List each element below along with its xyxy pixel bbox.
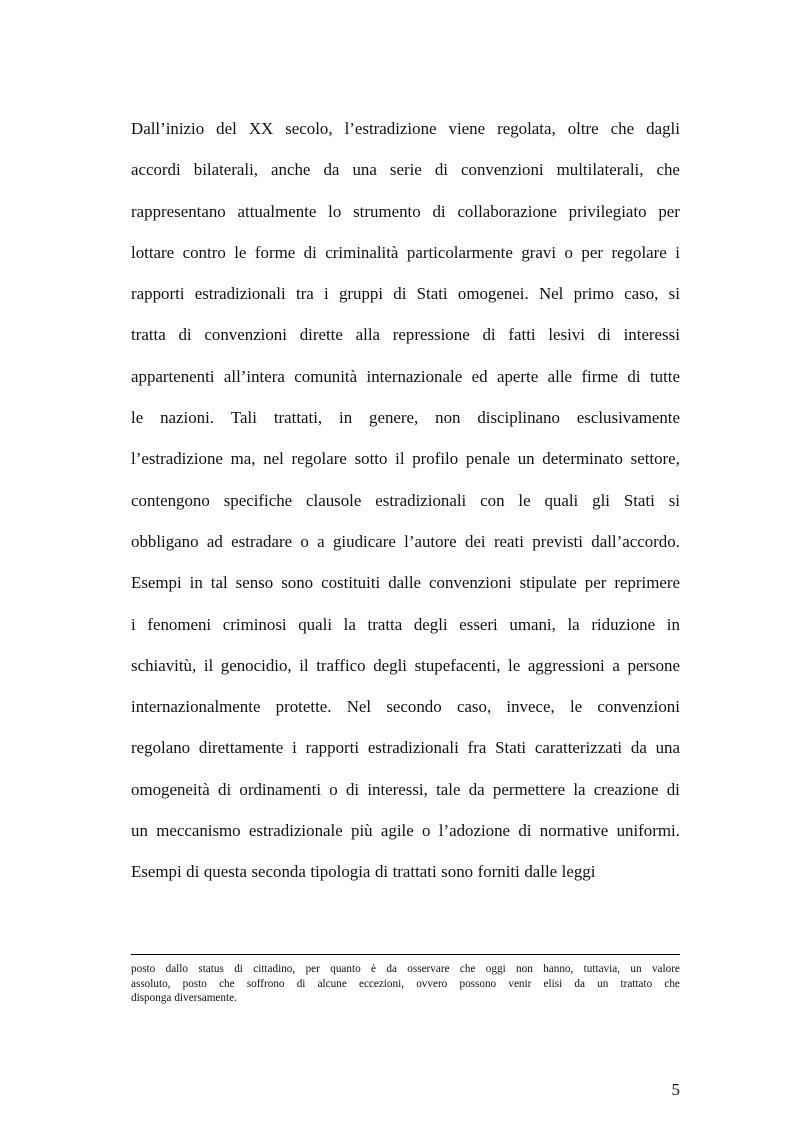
paragraph-word: criminalità <box>325 242 399 262</box>
paragraph-word: per <box>658 201 680 221</box>
paragraph-word: un <box>131 821 148 841</box>
paragraph-word: più <box>351 821 373 841</box>
paragraph-word: di <box>482 325 496 345</box>
paragraph-word: trattati, <box>273 408 323 428</box>
paragraph-word: di <box>597 325 611 345</box>
footnote-line <box>131 991 680 1006</box>
main-paragraph <box>131 108 680 893</box>
footnote-word: oggi <box>485 963 506 975</box>
footnote-word: alcune <box>317 977 347 990</box>
paragraph-word: serie <box>389 160 422 180</box>
paragraph-word: con <box>480 490 505 510</box>
paragraph-word: Dall’inizio <box>131 119 205 138</box>
paragraph-word: sono <box>281 573 314 593</box>
paragraph-word: viene <box>448 119 486 138</box>
paragraph-word: ordinamenti <box>239 779 322 799</box>
footnote-word: che <box>219 977 235 990</box>
paragraph-word: di <box>432 201 446 221</box>
paragraph-word: o <box>300 531 309 551</box>
paragraph-line <box>131 397 680 438</box>
paragraph-word: profilo <box>412 449 459 469</box>
paragraph-word: XX <box>248 119 274 138</box>
paragraph-word: la <box>567 614 580 634</box>
paragraph-line <box>131 356 680 397</box>
footnote <box>131 962 680 1006</box>
paragraph-word: repressione <box>392 325 470 345</box>
paragraph-word: Stati <box>495 738 527 758</box>
paragraph-word: reprimere <box>614 573 680 593</box>
paragraph-word: di <box>518 821 532 841</box>
paragraph-word: tratta <box>131 325 166 345</box>
paragraph-word: privilegiato <box>568 201 647 221</box>
paragraph-word: rapporti <box>131 284 185 304</box>
paragraph-word: tal <box>210 573 228 593</box>
paragraph-word: il <box>395 449 405 469</box>
paragraph-word: a <box>317 531 325 551</box>
paragraph-word: interessi, <box>367 779 428 799</box>
paragraph-word: l’autore <box>404 531 457 551</box>
footnote-word: che <box>459 963 476 975</box>
paragraph-word: tra <box>295 284 314 304</box>
paragraph-word: protette. <box>275 697 332 717</box>
paragraph-word: genocidio, <box>220 655 292 675</box>
page-number: 5 <box>671 1080 680 1099</box>
paragraph-word: in <box>189 573 203 593</box>
paragraph-line <box>131 480 680 521</box>
paragraph-word: giudicare <box>332 531 396 551</box>
paragraph-word: forme <box>254 242 296 262</box>
paragraph-word: appartenenti <box>131 366 215 386</box>
paragraph-word: non <box>435 408 461 428</box>
paragraph-line <box>131 149 680 190</box>
footnote-word: hanno, <box>543 963 574 975</box>
paragraph-word: specifiche <box>223 490 293 510</box>
paragraph-word: dalle <box>524 862 558 882</box>
paragraph-word: di <box>345 779 360 799</box>
paragraph-word: meccanismo <box>156 821 241 841</box>
paragraph-word: tratta <box>367 614 403 634</box>
paragraph-word: omogenei. <box>457 284 529 304</box>
paragraph-word: di <box>393 284 407 304</box>
paragraph-word: caratterizzati <box>534 738 623 758</box>
paragraph-word: o <box>564 242 573 262</box>
paragraph-word: la <box>573 779 586 799</box>
paragraph-word: da <box>630 738 647 758</box>
paragraph-line <box>131 521 680 562</box>
paragraph-line <box>131 851 680 892</box>
footnote-word: un <box>630 963 642 975</box>
footnote-word: eccezioni, <box>358 977 405 990</box>
paragraph-word: convenzioni <box>461 160 544 180</box>
footnote-word: è <box>371 963 376 975</box>
paragraph-word: umani, <box>509 614 556 634</box>
paragraph-word: i <box>324 284 329 304</box>
paragraph-line <box>131 769 680 810</box>
paragraph-word: Esempi <box>131 862 182 882</box>
paragraph-word: degli <box>373 655 407 675</box>
footnote-word: di <box>296 977 306 990</box>
paragraph-word: le <box>131 408 144 428</box>
paragraph-word: ad <box>206 531 223 551</box>
paragraph-word: di <box>434 160 448 180</box>
paragraph-word: contengono <box>131 490 210 510</box>
paragraph-word: i <box>131 614 136 634</box>
footnote-word: da <box>386 963 397 975</box>
paragraph-word: di <box>374 862 389 882</box>
paragraph-word: di <box>186 862 200 882</box>
paragraph-word: che <box>610 119 635 138</box>
paragraph-word: fatti <box>508 325 536 345</box>
footnote-word: possono <box>459 977 497 990</box>
paragraph-word: dagli <box>646 119 680 138</box>
paragraph-word: reati <box>493 531 524 551</box>
paragraph-word: quali <box>298 614 333 634</box>
paragraph-line <box>131 562 680 603</box>
paragraph-word: lesivi <box>548 325 585 345</box>
paragraph-word: convenzioni <box>429 573 512 593</box>
paragraph-word: lo <box>328 201 342 221</box>
paragraph-word: l’adozione <box>438 821 511 841</box>
paragraph-word: a <box>612 655 620 675</box>
paragraph-word: Nel <box>538 284 564 304</box>
paragraph-word: senso <box>235 573 274 593</box>
footnote-word: un <box>597 977 609 990</box>
paragraph-word: si <box>668 490 680 510</box>
paragraph-word: di <box>218 779 232 799</box>
paragraph-word: regolare <box>611 242 667 262</box>
footnote-word: che <box>664 977 680 990</box>
paragraph-word: primo <box>573 284 614 304</box>
paragraph-word: trattati <box>392 862 437 882</box>
paragraph-word: invece, <box>506 697 555 717</box>
paragraph-word: traffico <box>316 655 366 675</box>
paragraph-word: la <box>343 614 356 634</box>
paragraph-word: in <box>666 614 680 634</box>
paragraph-word: il <box>203 655 214 675</box>
paragraph-word: caso, <box>456 697 492 717</box>
footnote-separator <box>131 954 680 955</box>
paragraph-word: da <box>323 160 340 180</box>
paragraph-word: aggressioni <box>527 655 605 675</box>
paragraph-word: una <box>352 160 377 180</box>
paragraph-word: lottare <box>131 242 175 262</box>
paragraph-word: interessi <box>623 325 680 345</box>
paragraph-line <box>131 438 680 479</box>
paragraph-word: rapporti <box>305 738 360 758</box>
paragraph-word: stipulate <box>519 573 577 593</box>
paragraph-word: Stati <box>623 490 655 510</box>
paragraph-word: si <box>668 284 680 304</box>
footnote-word: non <box>516 963 533 975</box>
paragraph-word: le <box>508 655 521 675</box>
paragraph-word: Tali <box>230 408 257 428</box>
paragraph-word: estradizionali <box>194 284 286 304</box>
footnote-word: trattato <box>620 977 653 990</box>
paragraph-word: internazionale <box>366 366 463 386</box>
footnote-word: valore <box>651 963 680 975</box>
paragraph-word: strumento <box>353 201 421 221</box>
paragraph-word: estradare <box>231 531 293 551</box>
paragraph-word: rappresentano <box>131 201 226 221</box>
paragraph-word: determinato <box>542 449 623 469</box>
paragraph-word: tipologia <box>310 862 371 882</box>
footnote-word: quanto <box>330 963 361 975</box>
paragraph-word: o <box>329 779 338 799</box>
paragraph-word: riduzione <box>591 614 656 634</box>
paragraph-word: quali <box>544 490 579 510</box>
paragraph-word: l’estradizione <box>131 449 223 469</box>
paragraph-word: sono <box>441 862 474 882</box>
paragraph-word: i <box>292 738 297 758</box>
footnote-word: ovvero <box>416 977 448 990</box>
paragraph-word: da <box>468 779 485 799</box>
paragraph-word: di <box>666 779 680 799</box>
paragraph-line <box>131 232 680 273</box>
paragraph-word: sotto <box>354 449 388 469</box>
paragraph-line <box>131 273 680 314</box>
paragraph-word: esclusivamente <box>576 408 680 428</box>
paragraph-word: l’estradizione <box>344 119 437 138</box>
footnote-word: posto <box>131 963 156 975</box>
paragraph-word: del <box>216 119 237 138</box>
paragraph-word: accordi <box>131 160 181 180</box>
paragraph-word: persone <box>627 655 680 675</box>
footnote-word: cittadino, <box>253 963 296 975</box>
paragraph-word: alle <box>547 366 573 386</box>
paragraph-word: convenzioni <box>597 697 680 717</box>
paragraph-word: dei <box>464 531 486 551</box>
paragraph-word: contro <box>182 242 226 262</box>
paragraph-word: normative <box>539 821 609 841</box>
footnote-word: venir <box>508 977 532 990</box>
paragraph-word: i <box>675 242 680 262</box>
paragraph-line <box>131 314 680 355</box>
paragraph-word: disciplinano <box>477 408 560 428</box>
paragraph-line <box>131 727 680 768</box>
paragraph-word: previsti <box>532 531 583 551</box>
paragraph-word: di <box>627 366 641 386</box>
paragraph-word: le <box>569 697 583 717</box>
paragraph-word: alla <box>355 325 381 345</box>
paragraph-word: fra <box>467 738 487 758</box>
paragraph-word: o <box>422 821 431 841</box>
paragraph-word: aperte <box>496 366 539 386</box>
footnote-word: per <box>305 963 320 975</box>
paragraph-word: omogeneità <box>131 779 210 799</box>
paragraph-word: di <box>178 325 192 345</box>
paragraph-word: fenomeni <box>147 614 212 634</box>
paragraph-word: convenzioni <box>204 325 287 345</box>
paragraph-word: estradizionale <box>248 821 343 841</box>
paragraph-word: ma, <box>230 449 256 469</box>
paragraph-word: nazioni. <box>160 408 215 428</box>
paragraph-word: particolarmente <box>406 242 513 262</box>
footnote-word: diversamente. <box>174 992 237 1005</box>
paragraph-word: schiavitù, <box>131 655 197 675</box>
paragraph-word: caso, <box>624 284 659 304</box>
footnote-line <box>131 977 680 992</box>
paragraph-word: degli <box>413 614 448 634</box>
paragraph-line <box>131 108 680 149</box>
paragraph-word: gli <box>592 490 610 510</box>
paragraph-line <box>131 645 680 686</box>
paragraph-word: stupefacenti, <box>414 655 501 675</box>
paragraph-word: attualmente <box>237 201 317 221</box>
footnote-word: assoluto, <box>131 977 171 990</box>
paragraph-word: creazione <box>593 779 659 799</box>
paragraph-word: gravi <box>521 242 557 262</box>
paragraph-word: nel <box>263 449 284 469</box>
paragraph-word: una <box>655 738 680 758</box>
paragraph-word: leggi <box>561 862 596 882</box>
footnote-word: elisi <box>543 977 563 990</box>
paragraph-word: estradizionali <box>375 490 467 510</box>
paragraph-word: obbligano <box>131 531 199 551</box>
paragraph-line <box>131 686 680 727</box>
paragraph-word: di <box>303 242 317 262</box>
footnote-word: tuttavia, <box>583 963 621 975</box>
paragraph-word: secolo, <box>285 119 333 138</box>
paragraph-line <box>131 191 680 232</box>
paragraph-word: seconda <box>251 862 306 882</box>
paragraph-word: tutte <box>649 366 680 386</box>
paragraph-word: in <box>339 408 353 428</box>
paragraph-word: le <box>518 490 531 510</box>
paragraph-word: secondo <box>386 697 442 717</box>
paragraph-word: agile <box>380 821 414 841</box>
paragraph-line <box>131 604 680 645</box>
paragraph-word: uniformi. <box>616 821 680 841</box>
paragraph-word: multilaterali, <box>556 160 644 180</box>
footnote-word: da <box>574 977 585 990</box>
paragraph-word: comunità <box>294 366 358 386</box>
paragraph-word: firme <box>581 366 619 386</box>
paragraph-word: clausole <box>306 490 362 510</box>
paragraph-word: tale <box>436 779 461 799</box>
paragraph-word: all’intera <box>223 366 285 386</box>
paragraph-word: internazionalmente <box>131 697 261 717</box>
paragraph-word: estradizionali <box>367 738 459 758</box>
paragraph-word: esseri <box>459 614 498 634</box>
paragraph-word: Stati <box>416 284 448 304</box>
paragraph-word: oltre <box>567 119 599 138</box>
paragraph-word: anche <box>271 160 311 180</box>
paragraph-word: regolare <box>291 449 347 469</box>
paragraph-word: le <box>234 242 247 262</box>
paragraph-word: dirette <box>299 325 343 345</box>
paragraph-word: collaborazione <box>457 201 557 221</box>
paragraph-word: che <box>656 160 680 180</box>
paragraph-word: regolata, <box>497 119 556 138</box>
paragraph-word: per <box>584 573 607 593</box>
footnote-word: dallo <box>165 963 188 975</box>
paragraph-word: direttamente <box>198 738 284 758</box>
footnote-line <box>131 962 680 977</box>
paragraph-word: forniti <box>477 862 520 882</box>
paragraph-word: dalle <box>388 573 422 593</box>
footnote-word: di <box>234 963 243 975</box>
paragraph-word: penale <box>465 449 510 469</box>
paragraph-word: bilaterali, <box>193 160 258 180</box>
footnote-word: disponga <box>131 992 172 1005</box>
footnote-word: status <box>198 963 224 975</box>
paragraph-word: permettere <box>492 779 566 799</box>
paragraph-word: genere, <box>369 408 419 428</box>
paragraph-word: per <box>581 242 603 262</box>
paragraph-word: il <box>299 655 309 675</box>
paragraph-word: ed <box>471 366 488 386</box>
paragraph-word: un <box>517 449 535 469</box>
paragraph-word: regolano <box>131 738 191 758</box>
paragraph-word: costituiti <box>321 573 381 593</box>
paragraph-word: Esempi <box>131 573 182 593</box>
footnote-word: osservare <box>407 963 450 975</box>
paragraph-word: gruppi <box>338 284 384 304</box>
paragraph-word: dall’accordo. <box>591 531 680 551</box>
paragraph-word: criminosi <box>222 614 287 634</box>
paragraph-word: questa <box>203 862 247 882</box>
footnote-word: soffrono <box>246 977 285 990</box>
paragraph-word: settore, <box>630 449 680 469</box>
paragraph-word: Nel <box>346 697 372 717</box>
footnote-word: posto <box>182 977 207 990</box>
paragraph-line <box>131 810 680 851</box>
